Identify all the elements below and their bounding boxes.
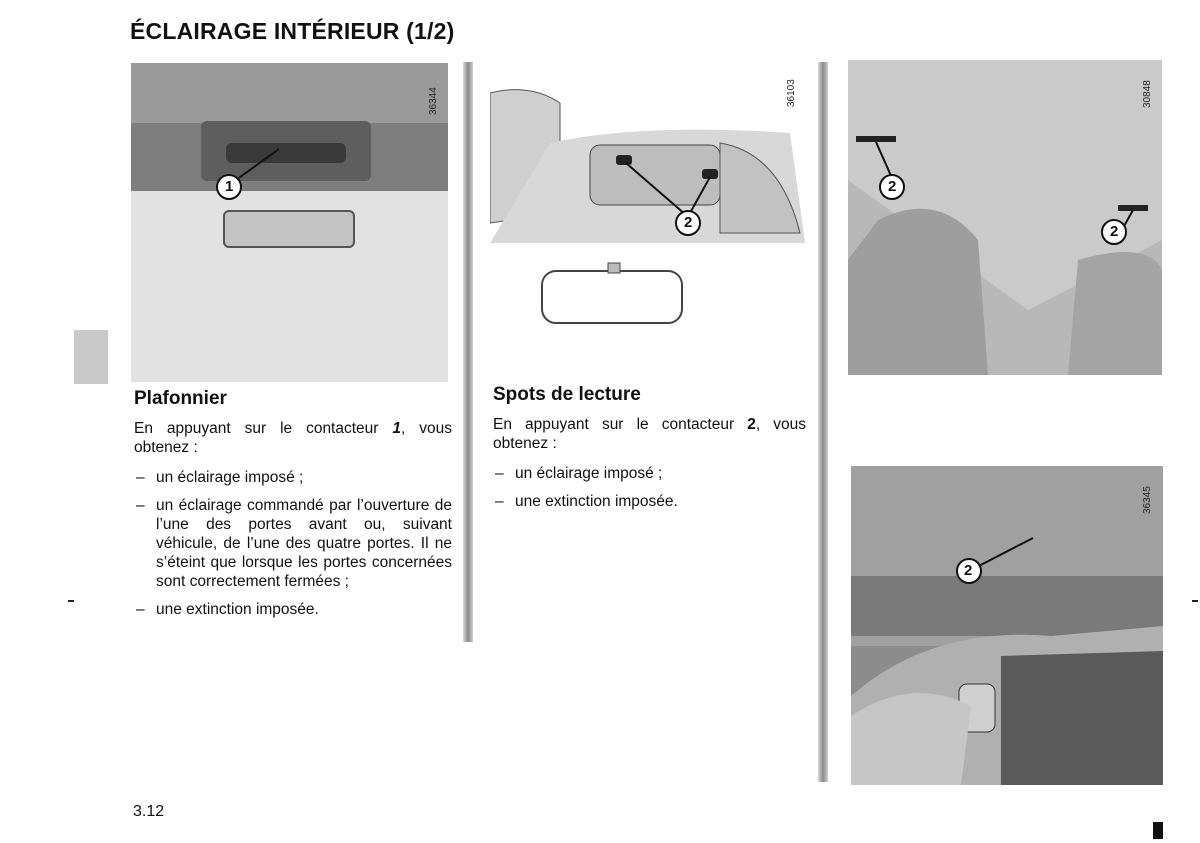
spots-section (493, 384, 806, 520)
margin-tick-left (68, 600, 74, 602)
figure-spots-photo (490, 63, 805, 345)
plafonnier-list (134, 468, 452, 619)
list-item: – une extinction imposée. (493, 492, 806, 511)
plafonnier-intro-text-a: En appuyant sur le contacteur (134, 420, 393, 437)
figure-plafonnier-photo (131, 63, 448, 382)
spots-illustration (490, 63, 805, 345)
figure-rear-cabin-code: 30848 (1142, 80, 1153, 108)
rear-seat-illustration (851, 466, 1163, 785)
column-divider-left (463, 62, 473, 642)
section-tab-marker (74, 330, 108, 384)
list-item: – un éclairage imposé ; (134, 468, 452, 487)
end-of-section-mark (1153, 822, 1163, 839)
rear-cabin-illustration (848, 60, 1162, 375)
plafonnier-intro (134, 419, 452, 457)
spots-intro (493, 415, 806, 453)
spots-switch-number: 2 (747, 416, 756, 433)
plafonnier-section (134, 388, 452, 628)
figure-rear-seat-photo (851, 466, 1163, 785)
plafonnier-heading: Plafonnier (134, 388, 227, 409)
plafonnier-illustration (131, 63, 448, 382)
figure-rear-cabin-callout-a: 2 (888, 178, 897, 195)
plafonnier-switch-number: 1 (392, 420, 402, 437)
list-item: – un éclairage imposé ; (493, 464, 806, 483)
column-divider-right (818, 62, 828, 782)
figure-spots-callout: 2 (684, 214, 693, 231)
page-title: ÉCLAIRAGE INTÉRIEUR (1/2) (130, 18, 455, 44)
spots-heading: Spots de lecture (493, 384, 641, 405)
plafonnier-intro-text-b: , vous obtenez : (134, 420, 452, 456)
spots-intro-text-b: , vous obtenez : (493, 416, 806, 452)
figure-rear-cabin-photo (848, 60, 1162, 375)
figure-rear-cabin-callout-b: 2 (1110, 223, 1119, 240)
page-number: 3.12 (133, 803, 165, 820)
figure-plafonnier-code: 36344 (428, 87, 439, 115)
list-item: – un éclairage commandé par l’ouverture de l’une des portes avant ou, suivant véhicule, de l’une des quatre portes. Il ne s’éteint que lorsque les portes concernées sont correctement fermées ; (134, 496, 452, 591)
list-item: – une extinction imposée. (134, 600, 452, 619)
figure-plafonnier-callout: 1 (225, 178, 234, 195)
figure-rear-seat-code: 36345 (1142, 486, 1153, 514)
margin-tick-right (1192, 600, 1198, 602)
spots-list (493, 464, 806, 511)
figure-spots-code: 36103 (786, 79, 797, 107)
figure-rear-seat-callout: 2 (964, 562, 973, 579)
spots-intro-text-a: En appuyant sur le contacteur (493, 416, 748, 433)
